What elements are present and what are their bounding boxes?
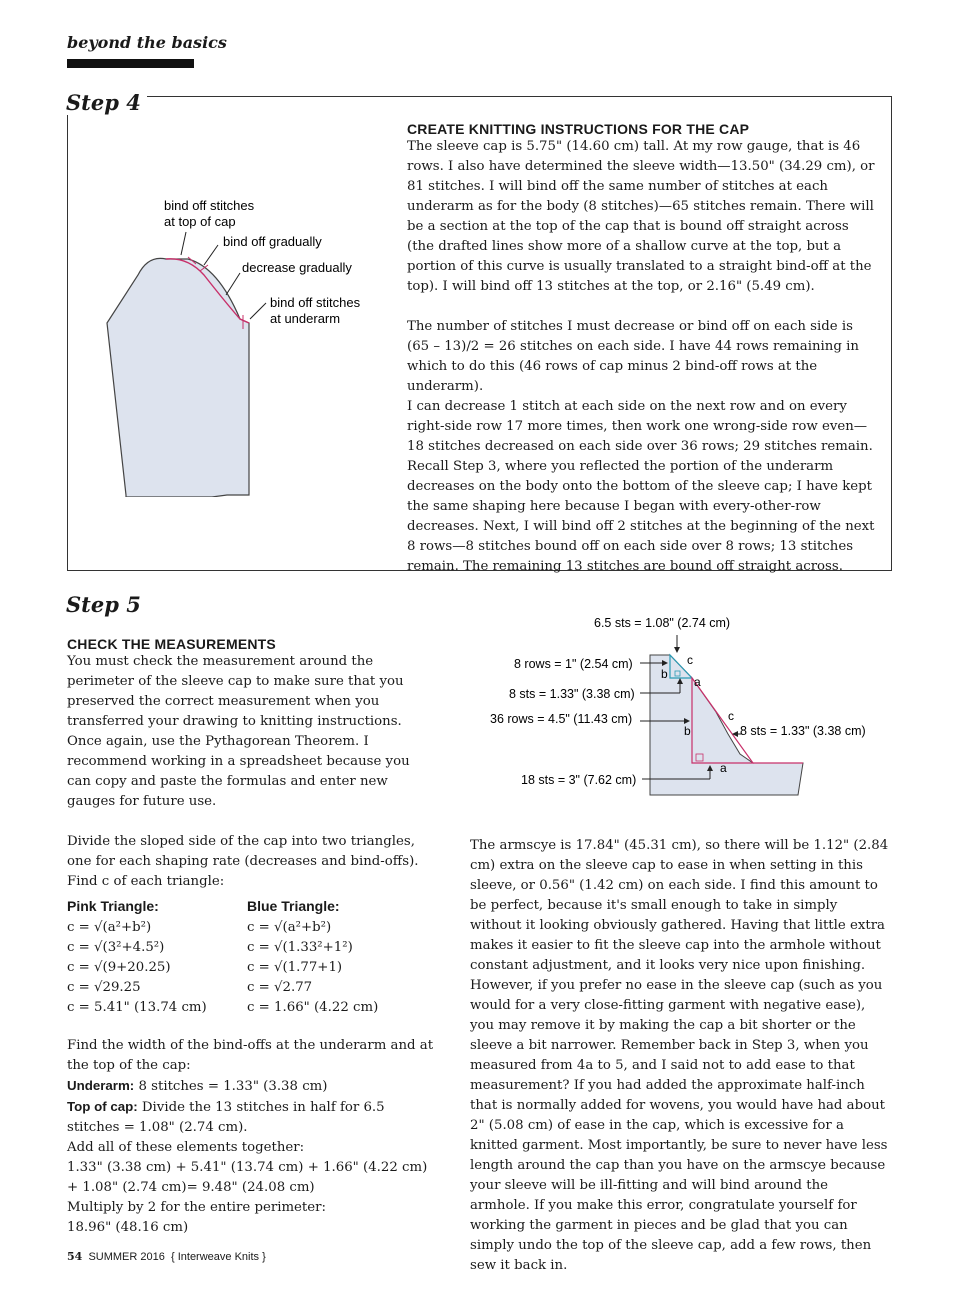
pink-title: Pink Triangle:: [67, 898, 159, 914]
step5-left-bottom: [67, 1036, 437, 1238]
blue-line: c = √2.77: [247, 980, 313, 995]
label-under-1: bind off stitches: [270, 295, 361, 310]
sleeve-diagram: [68, 97, 398, 497]
sts8-right-label: 8 sts = 1.33" (3.38 cm): [740, 724, 866, 738]
sts8-label: 8 sts = 1.33" (3.38 cm): [509, 687, 635, 701]
step4-para1: The sleeve cap is 5.75" (14.60 cm) tall. At my row gauge, that is 46 rows. I also have determined the sleeve width—13.50" (34.29 cm), or 81 stitches. I will bind off the same number of stitches at each underarm as for the body (8 stitches)—65 stitches remain. There will be a section at the top of the cap that is bound off straight across (the drafted lines show more of a shallow curve at the top, but a portion of this curve is usually translated to a straight bind-off at the top). I will bind off 13 stitches at the top, or 2.16" (5.49 cm).: [407, 139, 875, 294]
step4-para3: I can decrease 1 stitch at each side on the next row and on every right-side row 17 more times, then work one wrong-side row even—18 stitches decreased on each side over 36 rows; 29 stitches remain. Recall Step 3, where you reflected the portion of the underarm decreases on the body onto the bottom of the sleeve cap; I have kept the same shaping here because I began with every-other-row decreases. Next, I will bind off 2 stitches at the beginning of the next 8 rows—8 stitches bound off on each side over 8 rows; 13 stitches remain. The remaining 13 stitches are bound off straight across.: [407, 399, 875, 574]
underarm-label: Underarm:: [67, 1078, 135, 1093]
pink-triangle: [67, 896, 242, 1018]
label-a: a: [694, 675, 701, 689]
step5-para6: Multiply by 2 for the entire perimeter:: [67, 1200, 326, 1215]
blue-line: c = √(1.33²+1²): [247, 940, 353, 955]
step4-badge: Step 4: [60, 90, 147, 115]
label-c: c: [728, 709, 734, 723]
step5-right: [470, 836, 892, 1276]
pink-line: c = √(a²+b²): [67, 920, 152, 935]
blue-line: c = 1.66" (4.22 cm): [247, 1000, 379, 1015]
step5-para3: Find the width of the bind-offs at the underarm and at the top of the cap:: [67, 1038, 434, 1073]
step5-heading: CHECK THE MEASUREMENTS: [67, 636, 276, 652]
topcap-line: [67, 1097, 437, 1138]
rows8-label: 8 rows = 1" (2.54 cm): [514, 657, 633, 671]
topcap-label: Top of cap:: [67, 1099, 138, 1114]
section-title: beyond the basics: [67, 33, 227, 52]
sleeve-shape: [107, 258, 249, 497]
top-label: 6.5 sts = 1.08" (2.74 cm): [594, 616, 731, 630]
label-a: a: [720, 761, 727, 775]
label-c: c: [687, 653, 693, 667]
cap-triangle-diagram: [470, 608, 940, 808]
step5-para7: 18.96" (48.16 cm): [67, 1220, 189, 1235]
blue-triangle: [247, 896, 437, 1018]
step5-left: [67, 636, 437, 892]
blue-title: Blue Triangle:: [247, 898, 340, 914]
blue-line: c = √(1.77+1): [247, 960, 343, 975]
rows36-label: 36 rows = 4.5" (11.43 cm): [490, 712, 633, 726]
pink-line: c = √29.25: [67, 980, 141, 995]
step4-heading: CREATE KNITTING INSTRUCTIONS FOR THE CAP: [407, 121, 750, 137]
topcap-text: Divide the 13 stitches in half for 6.5 stitches = 1.08" (2.74 cm).: [67, 1100, 385, 1135]
header-rule: [67, 59, 194, 68]
label-decrease: decrease gradually: [242, 260, 352, 275]
pink-line: c = √(9+20.25): [67, 960, 171, 975]
step5-badge: Step 5: [60, 592, 147, 617]
step5-para5: 1.33" (3.38 cm) + 5.41" (13.74 cm) + 1.66" (4.22 cm) + 1.08" (2.74 cm)= 9.48" (24.08 cm): [67, 1160, 428, 1195]
label-top-1: bind off stitches: [164, 198, 255, 213]
underarm-line: [67, 1076, 437, 1097]
label-top-2: at top of cap: [164, 214, 236, 229]
label-gradual-bind: bind off gradually: [223, 234, 322, 249]
step4-text: [407, 121, 877, 577]
label-b: b: [684, 724, 691, 738]
sts18-label: 18 sts = 3" (7.62 cm): [521, 773, 637, 787]
pink-line: c = √(3²+4.5²): [67, 940, 165, 955]
magazine: { Interweave Knits }: [170, 1251, 266, 1263]
step5-para4: Add all of these elements together:: [67, 1140, 305, 1155]
blue-line: c = √(a²+b²): [247, 920, 332, 935]
underarm-text: 8 stitches = 1.33" (3.38 cm): [134, 1079, 328, 1094]
step5-para2: Divide the sloped side of the cap into two triangles, one for each shaping rate (decreases and bind-offs). Find c of each triangle:: [67, 834, 419, 889]
issue: SUMMER 2016: [88, 1251, 165, 1263]
label-under-2: at underarm: [270, 311, 341, 326]
step5-right-para: The armscye is 17.84" (45.31 cm), so there will be 1.12" (2.84 cm) extra on the sleeve cap to ease in when setting in this sleeve, or 0.56" (1.42 cm) on each side. I find this amount to be perfect, because it's small enough to take in simply without it looking obviously gathered. Having that little extra makes it easier to fit the sleeve cap into the armhole without constant adjustment, and it looks very nice upon finishing. However, if you prefer no ease in the sleeve cap (such as you would for a very close-fitting garment with negative ease), you may remove it by making the cap a bit shorter or the sleeve a bit narrower. Remember back in Step 3, when you measured from 4a to 5, and I said not to add ease to that measurement? If you had added the approximate half-inch that is normally added for wovens, you would have had about 2" (5.08 cm) of ease in the cap, which is excessive for a knitted garment. Most importantly, be sure to never have less length around the cap than you have on the armscye because your sleeve will be ill-fitting and will bind around the armhole. If you make this error, congratulate yourself for working the garment in pieces and be glad that you can simply undo the top of the sleeve cap, add a few rows, then sew it back in.: [470, 838, 889, 1273]
label-b: b: [661, 667, 668, 681]
step4-para2: The number of stitches I must decrease or bind off on each side is (65 – 13)/2 = 26 stitches on each side. I have 44 rows remaining in which to do this (46 rows of cap minus 2 bind-off rows at the underarm).: [407, 319, 859, 394]
pink-line: c = 5.41" (13.74 cm): [67, 1000, 207, 1015]
page-number: 54: [67, 1250, 83, 1263]
step4-box: [67, 96, 892, 574]
step5-para1: You must check the measurement around the perimeter of the sleeve cap to make sure that you preserved the correct measurement when you transferred your drawing to knitting instructions. Once again, use the Pythagorean Theorem. I recommend working in a spreadsheet because you can copy and paste the formulas and enter new gauges for future use.: [67, 654, 410, 809]
page-footer: [67, 1250, 266, 1263]
